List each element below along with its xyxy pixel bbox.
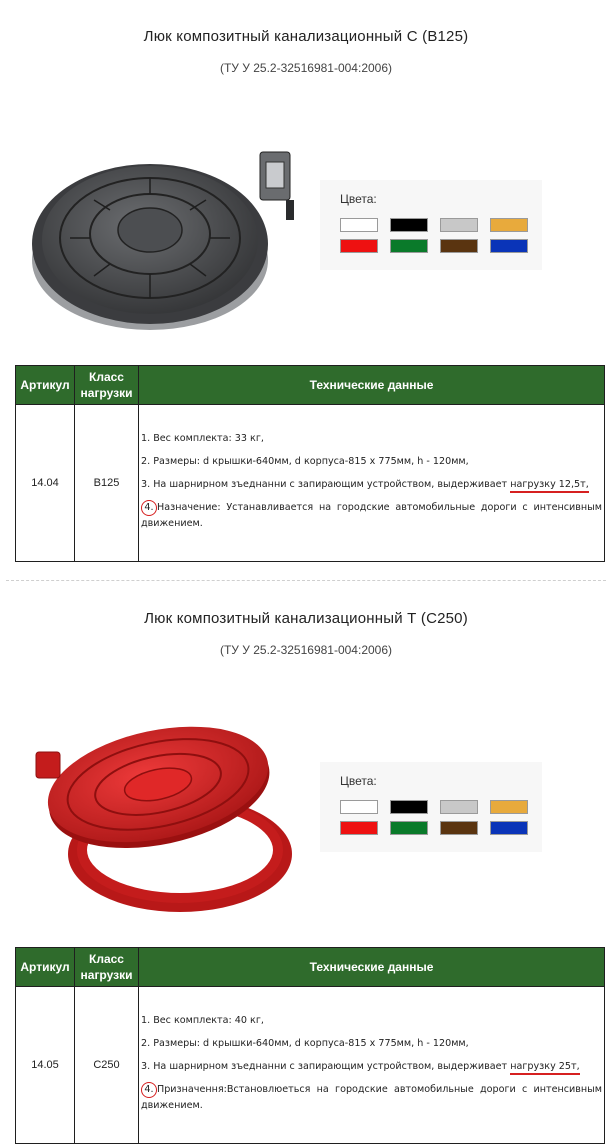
table-header-row xyxy=(16,366,605,405)
tech-line-purpose-text: Призначення:Встановлюеться на городские автомобильные дороги с интенсивным движением. xyxy=(141,1084,602,1111)
swatch-black xyxy=(390,800,428,814)
product-title: Люк композитный канализационный С (В125) xyxy=(143,28,469,45)
tech-line-load-text: 3. На шарнирном зъеднанни с запирающим устройством, выдерживает xyxy=(141,1061,508,1072)
colors-label: Цвета: xyxy=(340,192,377,206)
swatch-red xyxy=(340,821,378,835)
swatch-brown xyxy=(440,239,478,253)
header-article: Артикул xyxy=(16,366,75,405)
manhole-hatch-gray-image xyxy=(30,142,300,332)
cell-article: 14.04 xyxy=(16,405,75,562)
header-article: Артикул xyxy=(16,948,75,987)
tech-line-purpose-number: 4. xyxy=(141,1082,157,1098)
tech-table xyxy=(15,365,605,562)
swatch-orange xyxy=(490,800,528,814)
manhole-hatch-red-image xyxy=(30,724,300,914)
swatch-black xyxy=(390,218,428,232)
tech-line-dimensions: 2. Размеры: d крышки-640мм, d корпуса-815 х 775мм, h - 120мм, xyxy=(141,1038,469,1049)
swatch-gray xyxy=(440,800,478,814)
swatch-white xyxy=(340,218,378,232)
swatch-blue xyxy=(490,821,528,835)
header-tech-data: Технические данные xyxy=(139,948,605,987)
product-spec: (ТУ У 25.2-32516981-004:2006) xyxy=(219,643,393,657)
cell-load-class: В125 xyxy=(75,405,139,562)
table-row xyxy=(16,405,605,562)
cell-load-class: С250 xyxy=(75,987,139,1144)
tech-line-dimensions: 2. Размеры: d крышки-640мм, d корпуса-815 х 775мм, h - 120мм, xyxy=(141,456,469,467)
tech-line-load-value: нагрузку 12,5т, xyxy=(510,479,589,493)
tech-line-purpose-text: Назначение: Устанавливается на городские автомобильные дороги с интенсивным движением. xyxy=(141,502,602,529)
swatch-blue xyxy=(490,239,528,253)
tech-line-load xyxy=(141,1059,602,1075)
colors-label: Цвета: xyxy=(340,774,377,788)
tech-line-load xyxy=(141,477,602,493)
header-load-class: Класс нагрузки xyxy=(75,948,139,987)
tech-line-purpose xyxy=(141,500,602,532)
swatch-white xyxy=(340,800,378,814)
tech-table xyxy=(15,947,605,1144)
swatch-brown xyxy=(440,821,478,835)
swatch-red xyxy=(340,239,378,253)
swatch-green xyxy=(390,821,428,835)
tech-line-load-value: нагрузку 25т, xyxy=(510,1061,579,1075)
tech-line-purpose-number: 4. xyxy=(141,500,157,516)
swatch-orange xyxy=(490,218,528,232)
colors-panel xyxy=(320,180,542,270)
table-row xyxy=(16,987,605,1144)
swatch-gray xyxy=(440,218,478,232)
header-load-class: Класс нагрузки xyxy=(75,366,139,405)
tech-line-weight: 1. Вес комплекта: 33 кг, xyxy=(141,433,264,444)
cell-article: 14.05 xyxy=(16,987,75,1144)
product-spec: (ТУ У 25.2-32516981-004:2006) xyxy=(219,61,393,75)
product-title: Люк композитный канализационный Т (С250) xyxy=(144,610,468,627)
cell-tech-data xyxy=(139,405,605,562)
section-divider xyxy=(6,580,606,581)
cell-tech-data xyxy=(139,987,605,1144)
tech-line-weight: 1. Вес комплекта: 40 кг, xyxy=(141,1015,264,1026)
header-tech-data: Технические данные xyxy=(139,366,605,405)
tech-line-purpose xyxy=(141,1082,602,1114)
tech-line-load-text: 3. На шарнирном зъеднанни с запирающим устройством, выдерживает xyxy=(141,479,508,490)
colors-panel xyxy=(320,762,542,852)
table-header-row xyxy=(16,948,605,987)
swatch-green xyxy=(390,239,428,253)
